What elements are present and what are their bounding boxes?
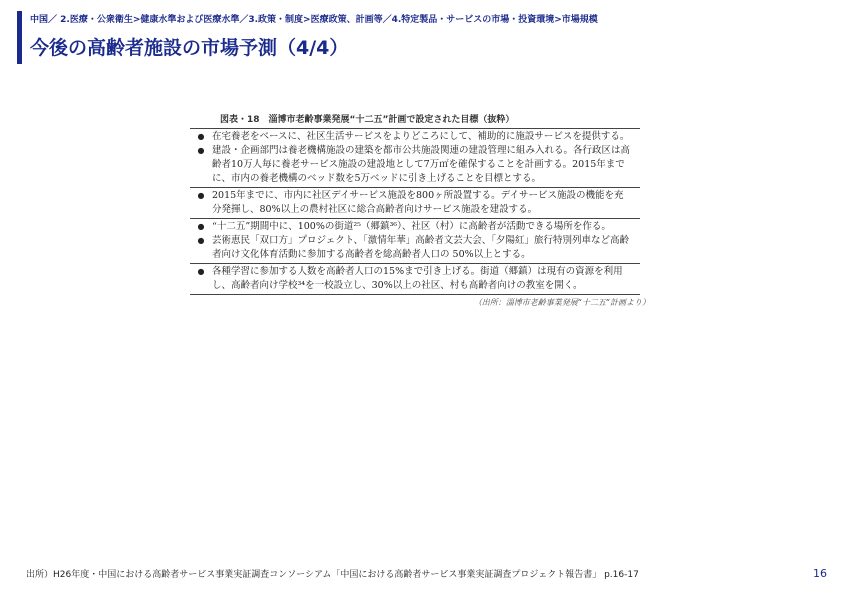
page-number: 16 [813,567,827,580]
figure-item-text: 各種学習に参加する人数を高齢者人口の15%まで引き上げる。街道（郷鎮）は現有の資源を利用し、高齢者向け学校³⁴を一校設立し、30%以上の社区、村も高齢者向けの教室を開く。 [212,266,623,291]
figure-group [190,218,640,263]
figure-table [190,128,640,295]
figure-list-item [190,189,640,217]
figure-list-item [190,130,640,144]
figure-source: （出所：淄博市老齢事業発展“十二五”計画より） [473,298,650,307]
figure-group [190,129,640,187]
figure-list-item [190,234,640,262]
footnote-source: 出所）H26年度・中国における高齢者サービス事業実証調査コンソーシアム「中国における高齢者サービス事業実証調査プロジェクト報告書」 p.16-17 [26,570,639,580]
figure-item-text: “十二五”期間中に、100%の街道²⁵（郷鎮³⁶）、社区（村）に高齢者が活動できる場所を作る。 [212,221,611,232]
title-accent-bar [17,11,22,64]
figure-image [190,112,650,308]
bullet-icon: ● [197,146,205,155]
breadcrumb: 中国／ 2.医療・公衆衛生>健康水準および医療水準／3.政策・制度>医療政策、計画等／4.特定製品・サービスの市場・投資環境>市場規模 [30,15,598,25]
figure-item-text: 2015年までに、市内に社区デイサービス施設を800ヶ所設置する。デイサービス施設の機能を充分発揮し、80%以上の農村社区に総合高齢者向けサービス施設を建設する。 [212,190,624,215]
figure-title: 図表・18 淄博市老齢事業発展“十二五”計画で設定された目標（抜粋） [220,115,515,125]
bullet-icon: ● [197,222,205,231]
figure-group [190,263,640,294]
page-title: 今後の高齢者施設の市場予測（4/4） [30,37,349,59]
figure-list-item [190,144,640,186]
figure-item-text: 建設・企画部門は養老機構施設の建築を都市公共施設関連の建設管理に組み入れる。各行政区は高齢者10万人毎に養老サービス施設の建設地として7万㎡を確保することを計画する。2015年までに、市内の養老機構のベッド数を5万ベッドに引き上げることを目標とする。 [212,145,631,184]
bullet-icon: ● [197,236,205,245]
figure-item-text: 在宅養老をベースに、社区生活サービスをよりどころにして、補助的に施設サービスを提供する。 [212,131,630,142]
bullet-icon: ● [197,191,205,200]
bullet-icon: ● [197,132,205,141]
figure-list-item [190,220,640,234]
figure-group [190,187,640,218]
bullet-icon: ● [197,267,205,276]
figure-item-text: 芸術恵民「双口方」プロジェクト、「激情年華」高齢者文芸大会、「夕陽紅」旅行特別列車など高齢者向け文化体育活動に参加する高齢者を総高齢者人口の 50%以上とする。 [212,235,629,260]
figure-list-item [190,265,640,293]
